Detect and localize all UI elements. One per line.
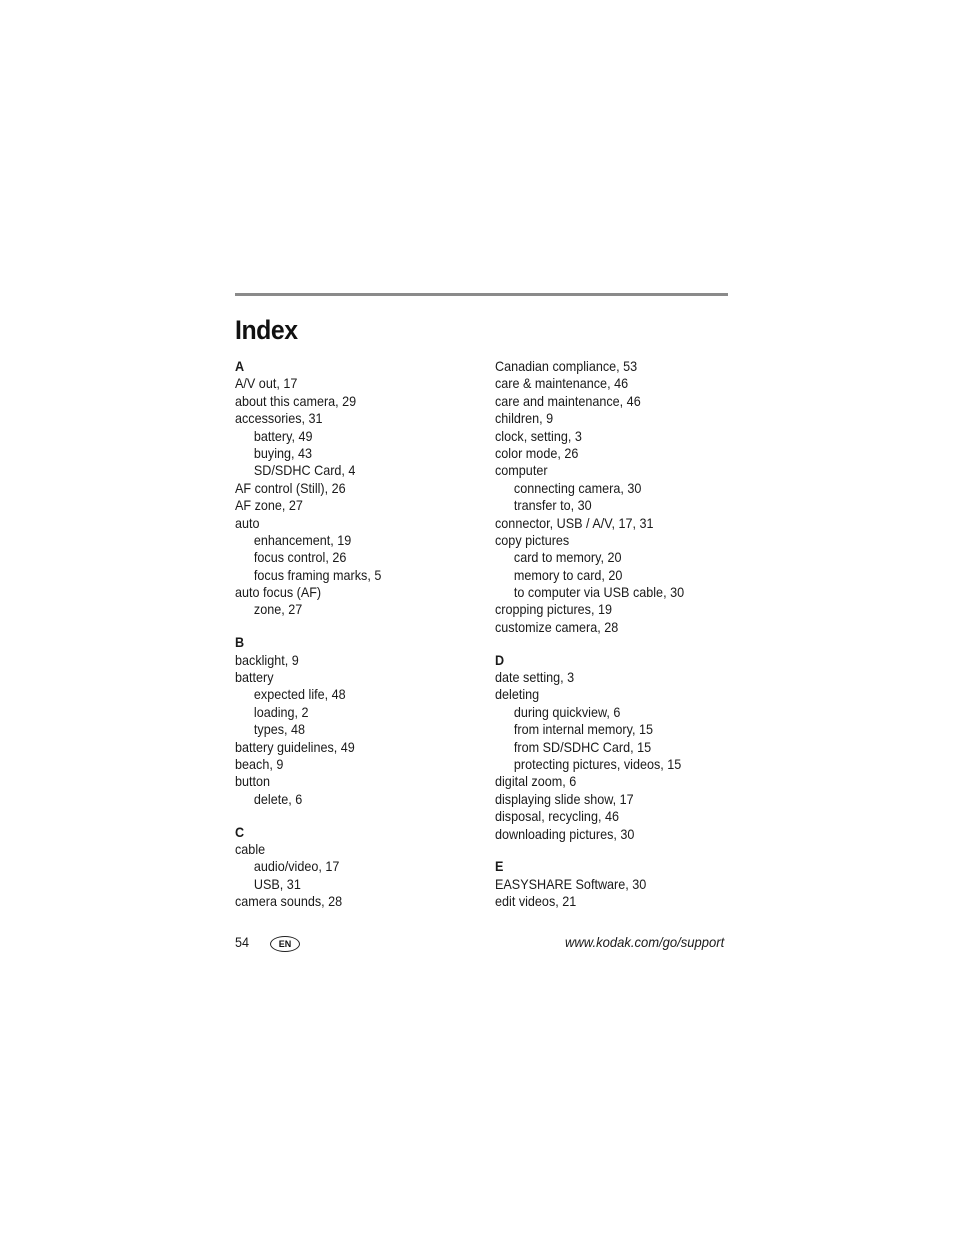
index-entry: backlight, 9 [235,651,299,668]
index-entry: Canadian compliance, 53 [495,358,638,374]
support-url[interactable]: www.kodak.com/go/support [564,934,724,950]
index-entry: A/V out, 17 [235,375,298,392]
index-entry: children, 9 [495,410,554,427]
index-entry: digital zoom, 6 [495,773,577,790]
index-entry: edit videos, 21 [495,893,577,910]
index-entry: disposal, recycling, 46 [495,808,619,825]
index-entry: EASYSHARE Software, 30 [495,875,647,892]
page-title: Index [235,315,298,345]
index-letter-heading: B [235,634,245,651]
index-letter-heading: A [235,358,245,374]
index-entry: deleting [495,686,540,703]
index-subentry: protecting pictures, videos, 15 [513,755,682,772]
index-subentry: loading, 2 [253,703,309,720]
index-entry: accessories, 31 [235,410,323,427]
index-entry: auto [235,514,260,531]
index-subentry: focus framing marks, 5 [253,566,382,583]
index-letter-heading: D [495,651,505,668]
index-subentry: expected life, 48 [253,686,346,703]
index-letter-heading: C [235,823,245,840]
index-subentry: SD/SDHC Card, 4 [253,462,356,479]
index-entry: button [235,773,271,790]
index-entry: AF zone, 27 [235,497,303,514]
index-subentry: audio/video, 17 [253,858,340,875]
index-entry: camera sounds, 28 [235,893,343,910]
index-entry: AF control (Still), 26 [235,479,346,496]
index-entry: battery [235,669,274,686]
index-subentry: types, 48 [253,721,306,738]
index-column-right [495,358,745,911]
section-gap [495,636,745,651]
section-gap [495,843,745,858]
index-subentry: focus control, 26 [253,549,347,566]
header-rule [235,293,728,296]
index-entry: date setting, 3 [495,669,575,686]
index-entry: cropping pictures, 19 [495,601,612,618]
index-subentry: USB, 31 [253,875,301,892]
index-entry: customize camera, 28 [495,618,619,635]
index-letter-heading: E [495,858,504,875]
section-gap [235,619,485,634]
index-subentry: to computer via USB cable, 30 [513,584,685,601]
index-entry: beach, 9 [235,755,284,772]
page-number: 54 [235,934,250,950]
index-entry: care & maintenance, 46 [495,375,629,392]
index-entry: computer [495,462,548,479]
index-entry: about this camera, 29 [235,392,357,409]
index-subentry: from SD/SDHC Card, 15 [513,738,652,755]
index-entry: color mode, 26 [495,444,579,461]
index-subentry: enhancement, 19 [253,531,352,548]
index-entry: care and maintenance, 46 [495,392,641,409]
index-entry: displaying slide show, 17 [495,790,634,807]
index-entry: clock, setting, 3 [495,427,582,444]
section-gap [235,808,485,823]
index-entry: cable [235,840,266,857]
index-subentry: zone, 27 [253,601,303,618]
index-entry: copy pictures [495,531,570,548]
index-entry: connector, USB / A/V, 17, 31 [495,514,654,531]
index-subentry: transfer to, 30 [513,497,592,514]
language-badge: EN [270,936,300,952]
index-subentry: from internal memory, 15 [513,721,654,738]
index-subentry: battery, 49 [253,427,313,444]
index-subentry: during quickview, 6 [513,703,621,720]
index-subentry: buying, 43 [253,444,313,461]
index-column-left [235,358,485,911]
index-entry: auto focus (AF) [235,584,322,601]
index-subentry: card to memory, 20 [513,549,622,566]
index-subentry: connecting camera, 30 [513,479,642,496]
index-subentry: memory to card, 20 [513,566,623,583]
index-entry: downloading pictures, 30 [495,825,635,842]
index-subentry: delete, 6 [253,790,303,807]
index-entry: battery guidelines, 49 [235,738,355,755]
